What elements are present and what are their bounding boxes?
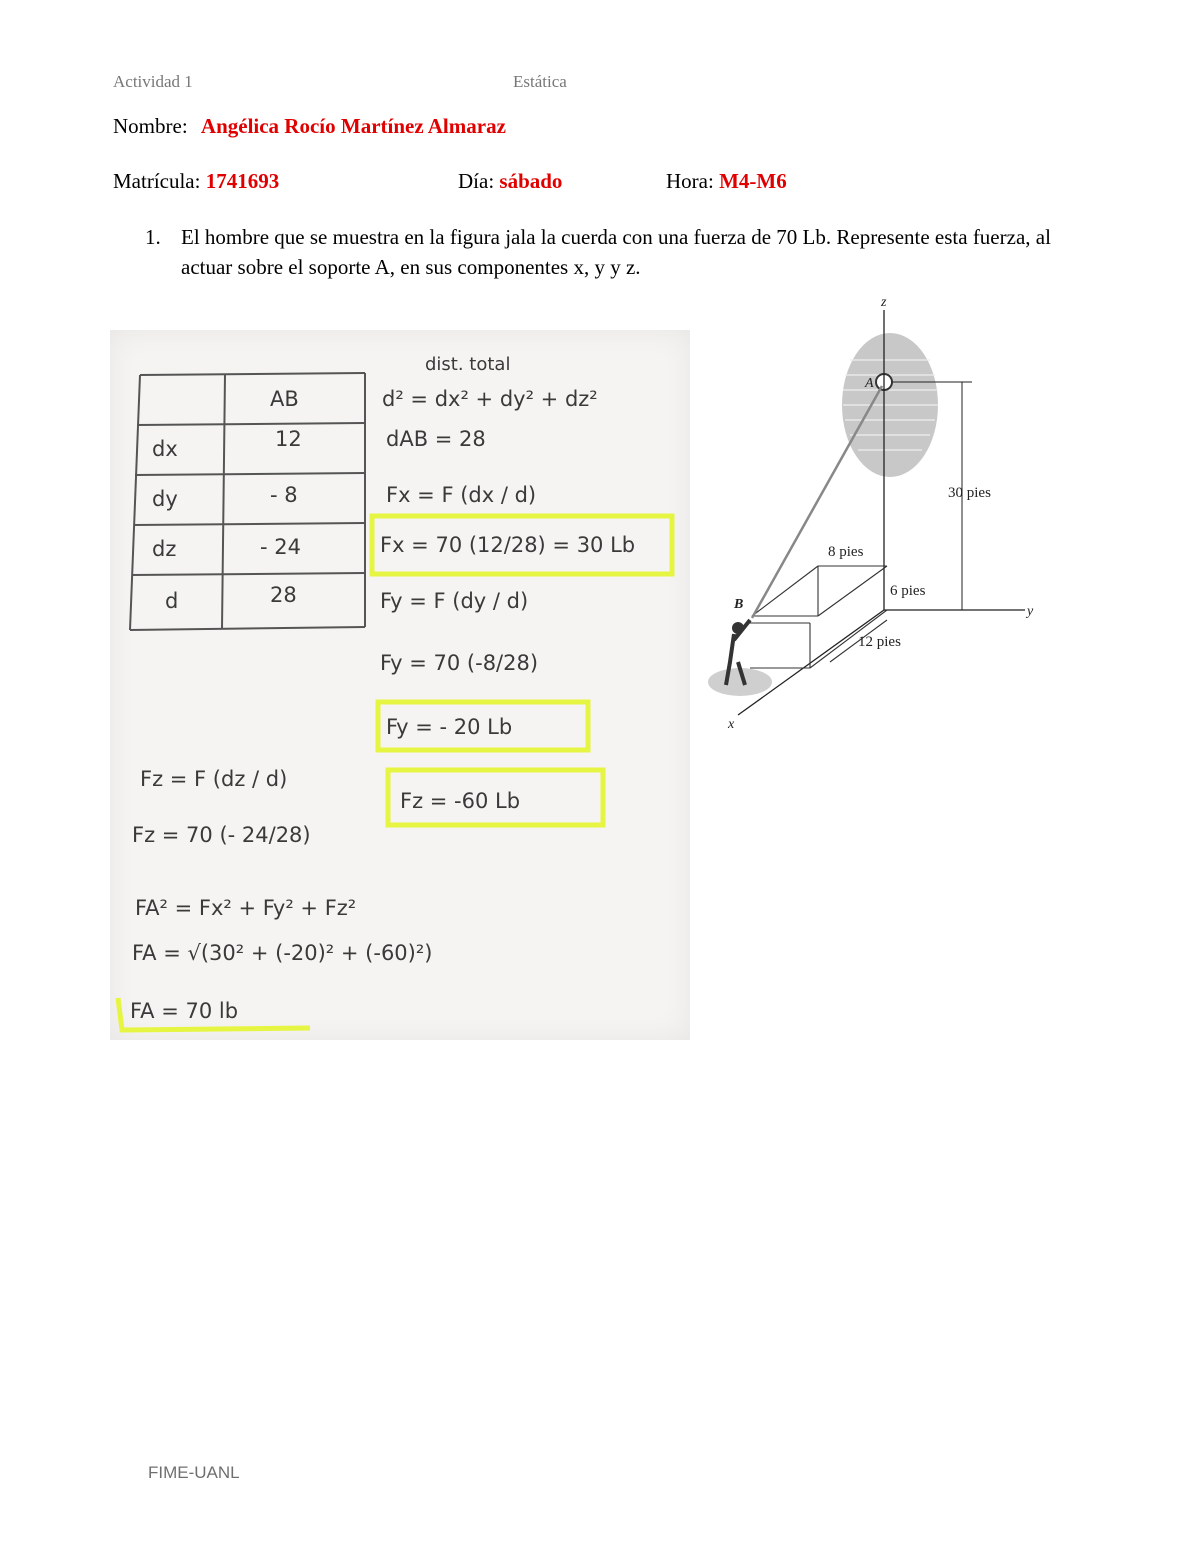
table-row-dz-value: - 24 xyxy=(260,535,301,559)
handwritten-solution xyxy=(110,330,690,1040)
fy-result: Fy = - 20 Lb xyxy=(386,715,513,739)
force-figure xyxy=(700,290,1060,740)
fa-calc: FA = √(30² + (-20)² + (-60)²) xyxy=(132,941,433,965)
label-z: z xyxy=(881,295,887,310)
dim-8: 8 pies xyxy=(828,544,864,560)
wall-support xyxy=(842,333,938,477)
table-header: AB xyxy=(270,387,299,411)
label-a: A xyxy=(865,376,874,391)
figure-drawing xyxy=(700,290,1060,740)
dim-12: 12 pies xyxy=(858,634,901,650)
id-row xyxy=(113,169,279,194)
day-value: sábado xyxy=(499,169,563,193)
time-row xyxy=(666,169,787,194)
dim-6: 6 pies xyxy=(890,583,926,599)
fx-result: Fx = 70 (12/28) = 30 Lb xyxy=(380,533,636,557)
frame-lines xyxy=(748,566,887,668)
footer: FIME-UANL xyxy=(148,1463,240,1482)
label-x: x xyxy=(728,717,735,732)
table-row-d-value: 28 xyxy=(270,583,297,607)
calc-text xyxy=(130,354,635,1023)
name-value: Angélica Rocío Martínez Almaraz xyxy=(200,114,506,138)
time-label: Hora: xyxy=(666,169,714,193)
handwritten-sheet xyxy=(110,330,690,1040)
table-row-d-label: d xyxy=(165,589,179,613)
fa-formula: FA² = Fx² + Fy² + Fz² xyxy=(135,896,357,920)
fz-formula: Fz = F (dz / d) xyxy=(140,767,288,791)
day-row xyxy=(458,169,562,194)
fx-formula: Fx = F (dx / d) xyxy=(386,483,537,507)
man-figure xyxy=(708,620,772,696)
name-label: Nombre: xyxy=(113,114,188,138)
problem-text: El hombre que se muestra en la figura jala la cuerda con una fuerza de 70 Lb. Represente esta fuerza, al actuar sobre el soporte A, en sus componentes x, y y z. xyxy=(181,225,1051,279)
label-b: B xyxy=(734,597,744,612)
formula-d: d² = dx² + dy² + dz² xyxy=(382,387,598,411)
problem-number: 1. xyxy=(145,225,161,249)
fz-result: Fz = -60 Lb xyxy=(400,789,521,813)
d-ab: dAB = 28 xyxy=(386,427,486,451)
table-row-dx-label: dx xyxy=(152,437,178,461)
x-axis xyxy=(738,610,884,715)
table-text xyxy=(152,387,302,613)
name-row xyxy=(113,114,506,139)
table-row-dx-value: 12 xyxy=(275,427,302,451)
header-activity: Actividad 1 xyxy=(113,72,193,91)
problem-statement xyxy=(113,222,1073,282)
fy-formula: Fy = F (dy / d) xyxy=(380,589,529,613)
time-value: M4-M6 xyxy=(719,169,787,193)
day-label: Día: xyxy=(458,169,495,193)
dist-title: dist. total xyxy=(425,354,511,375)
dim-30: 30 pies xyxy=(948,485,991,501)
table-row-dy-label: dy xyxy=(152,487,178,511)
fz-calc: Fz = 70 (- 24/28) xyxy=(132,823,311,847)
label-y: y xyxy=(1027,604,1034,619)
table-row-dy-value: - 8 xyxy=(270,483,298,507)
table-row-dz-label: dz xyxy=(152,537,177,561)
fa-result: FA = 70 lb xyxy=(130,999,239,1023)
header-subject: Estática xyxy=(513,72,567,91)
fy-calc: Fy = 70 (-8/28) xyxy=(380,651,539,675)
id-value: 1741693 xyxy=(205,169,280,193)
id-label: Matrícula: xyxy=(113,169,201,193)
